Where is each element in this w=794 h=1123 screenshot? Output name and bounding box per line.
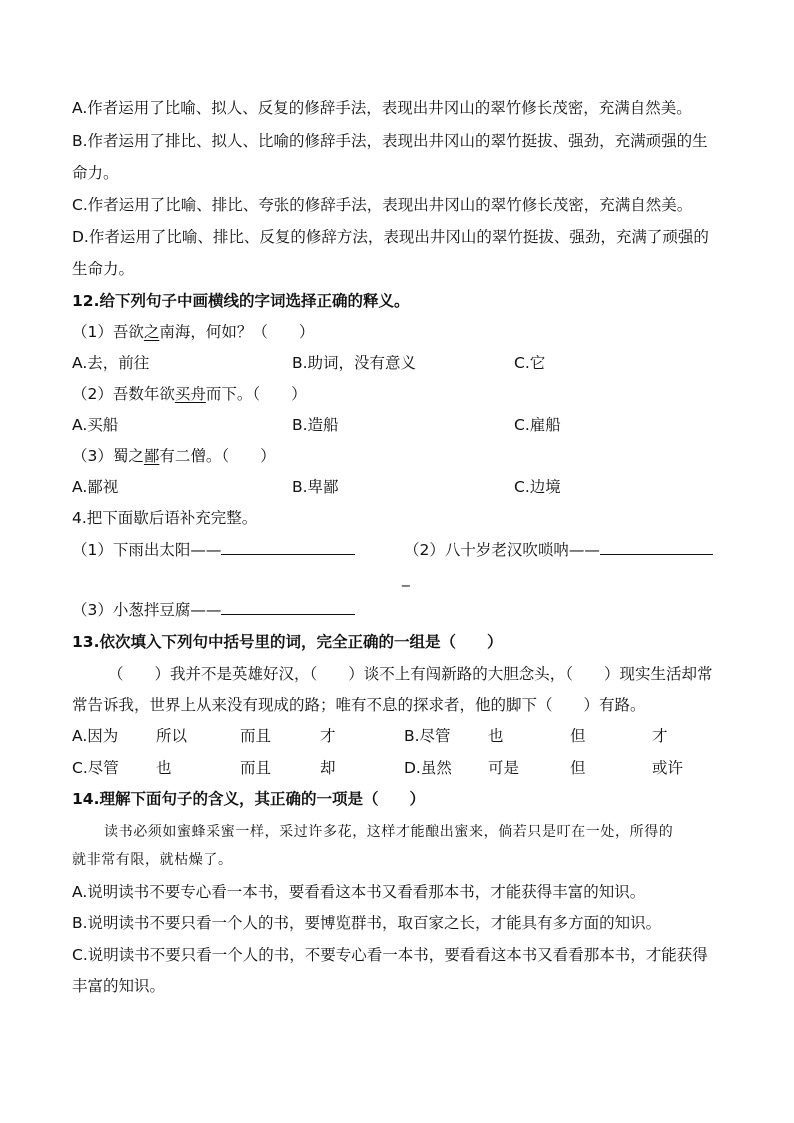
q12-s1-option-c: C.它 (514, 354, 546, 372)
q13-passage-line2: 常告诉我，世界上从来没有现成的路；唯有不息的探求者，他的脚下（ ）有路。 (72, 696, 646, 714)
answer-blank[interactable] (221, 600, 355, 615)
q12-s3-post: 有二僧。（ ） (159, 447, 276, 465)
q12-s3-pre: （3）蜀之 (72, 447, 144, 465)
q13-option-b-word3: 但 (570, 727, 586, 745)
q14-option-b: B.说明读书不要只看一个人的书，要博览群书，取百家之长，才能具有多方面的知识。 (72, 914, 662, 932)
answer-blank[interactable] (221, 540, 355, 555)
q11-option-b-line2: 命力。 (72, 164, 119, 182)
q13-option-a-word3: 而且 (240, 727, 272, 745)
q4-item-3-text: （3）小葱拌豆腐—— (72, 601, 222, 619)
q14-title: 14.理解下面句子的含义，其正确的一项是（ ） (72, 790, 425, 808)
q11-option-c: C.作者运用了比喻、排比、夸张的修辞手法，表现出井冈山的翠竹修长茂密，充满自然美。 (72, 196, 693, 214)
q4-item-1-text: （1）下雨出太阳—— (72, 541, 222, 559)
q12-s2-option-c: C.雇船 (514, 416, 561, 434)
q12-s1-option-a: A.去，前往 (72, 354, 150, 372)
q12-s1-post: 南海，何如？（ ） (159, 323, 315, 341)
q13-option-a-word2: 所以 (156, 727, 188, 745)
q4-item-2-text: （2）八十岁老汉吹唢呐—— (404, 541, 600, 559)
q4-title: 4.把下面歇后语补充完整。 (72, 509, 258, 527)
q13-option-b-word2: 也 (488, 727, 504, 745)
q12-s3-option-b: B.卑鄙 (292, 478, 339, 496)
q14-quote-line2: 就非常有限，就枯燥了。 (72, 852, 233, 868)
q13-option-d-word4: 或许 (652, 759, 684, 777)
q13-title: 13.依次填入下列句中括号里的词，完全正确的一组是（ ） (72, 633, 503, 651)
q12-s1-underlined: 之 (143, 323, 160, 341)
q12-s2-post: 而下。（ ） (205, 385, 307, 403)
q13-passage-line1: （ ）我并不是英雄好汉，（ ）谈不上有闯新路的大胆念头，（ ）现实生活却常 (108, 665, 713, 683)
q12-s1-option-b: B.助词，没有意义 (292, 354, 417, 372)
q12-s2-underlined: 买舟 (174, 385, 206, 403)
q12-s2-pre: （2）吾数年欲 (72, 385, 175, 403)
q14-option-c-line1: C.说明读书不要只看一个人的书，不要专心看一本书，要看看这本书又看看那本书，才能获得 (72, 946, 708, 964)
q12-s3-option-a: A.鄙视 (72, 478, 119, 496)
q13-option-d-word3: 但 (570, 759, 586, 777)
q4-item-2 (404, 540, 713, 560)
q12-title: 12.给下列句子中画横线的字词选择正确的释义。 (72, 292, 410, 310)
q13-option-a-label: A.因为 (72, 727, 119, 745)
q13-option-d-word2: 可是 (488, 759, 520, 777)
q13-option-d-label: D.虽然 (404, 759, 452, 777)
q4-item-3 (72, 600, 355, 620)
q14-option-c-line2: 丰富的知识。 (72, 977, 166, 995)
q12-s2-option-a: A.买船 (72, 416, 119, 434)
q13-option-c-label: C.尽管 (72, 759, 119, 777)
q11-option-b-line1: B.作者运用了排比、拟人、比喻的修辞手法，表现出井冈山的翠竹挺拔、强劲，充满顽强的生 (72, 132, 708, 150)
q4-item-1 (72, 540, 355, 560)
q14-option-a: A.说明读书不要专心看一本书，要看看这本书又看看那本书，才能获得丰富的知识。 (72, 883, 646, 901)
q4-item-2-tail: _ (402, 569, 410, 587)
q12-sentence-3 (72, 446, 276, 466)
q11-option-d-line2: 生命力。 (72, 260, 135, 278)
q13-option-c-word2: 也 (156, 759, 172, 777)
q12-s1-pre: （1）吾欲 (72, 323, 144, 341)
q13-option-a-word4: 才 (320, 727, 336, 745)
q12-sentence-2 (72, 384, 307, 404)
q13-option-b-label: B.尽管 (404, 727, 451, 745)
q11-option-a: A.作者运用了比喻、拟人、反复的修辞手法，表现出井冈山的翠竹修长茂密，充满自然美。 (72, 99, 692, 117)
q13-option-c-word4: 却 (320, 759, 336, 777)
q14-quote-line1: 读书必须如蜜蜂采蜜一样，采过许多花，这样才能酿出蜜来，倘若只是叮在一处，所得的 (104, 824, 674, 840)
q12-sentence-1 (72, 322, 314, 342)
q13-option-b-word4: 才 (652, 727, 668, 745)
answer-blank[interactable] (600, 540, 713, 555)
q12-s3-underlined: 鄙 (143, 447, 160, 465)
q12-s2-option-b: B.造船 (292, 416, 339, 434)
q12-s3-option-c: C.边境 (514, 478, 561, 496)
q13-option-c-word3: 而且 (240, 759, 272, 777)
q11-option-d-line1: D.作者运用了比喻、排比、反复的修辞方法，表现出井冈山的翠竹挺拔、强劲，充满了顽强的 (72, 228, 709, 246)
